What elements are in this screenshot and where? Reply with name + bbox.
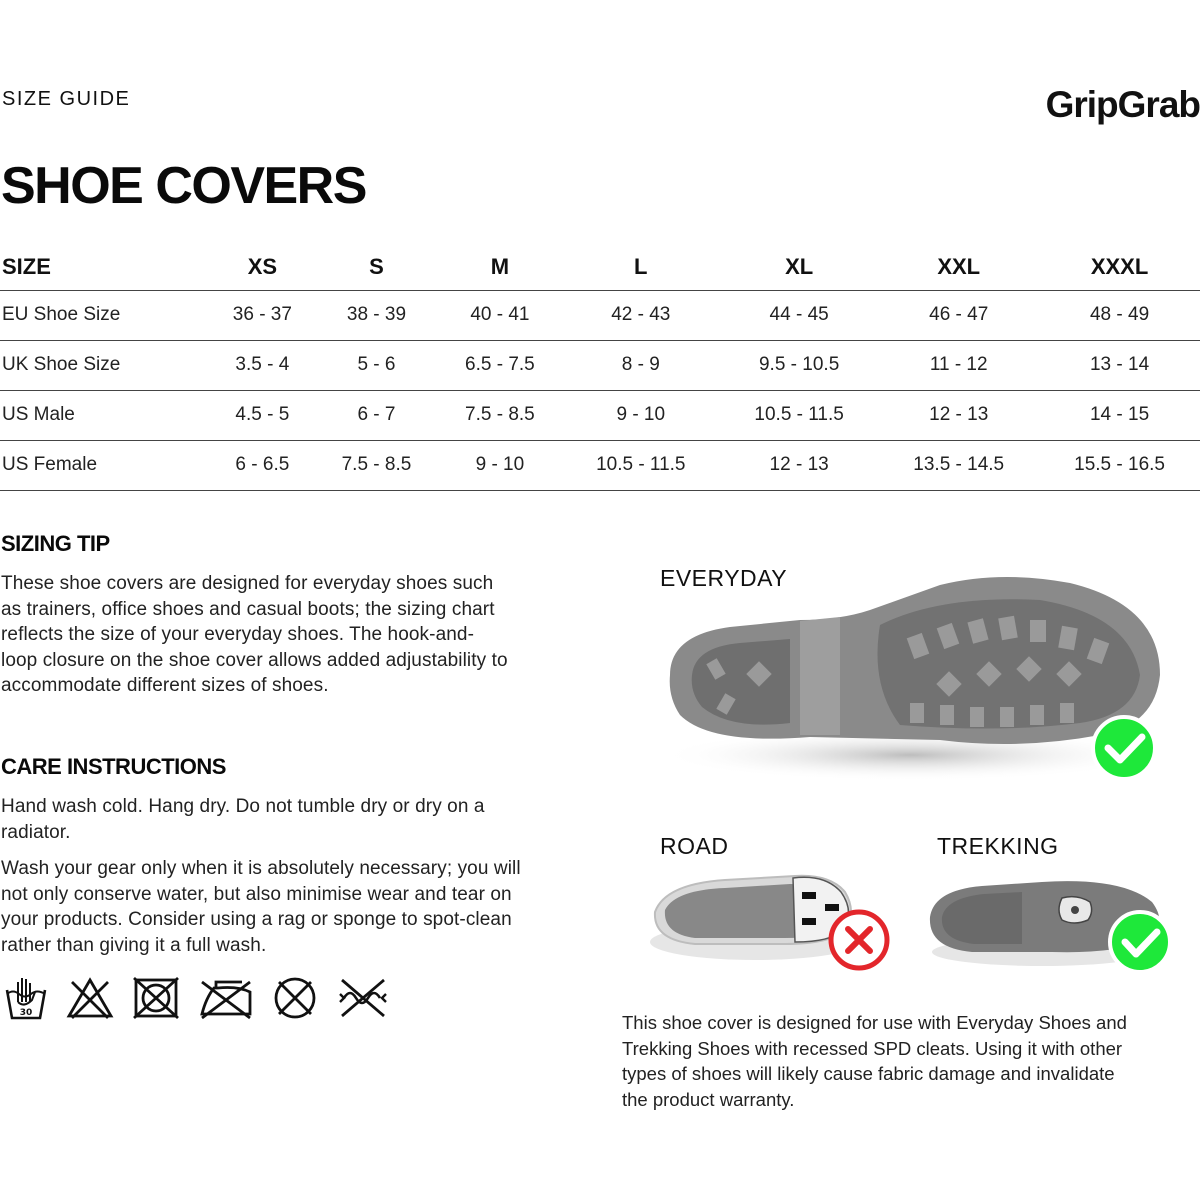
- road-label: ROAD: [660, 833, 729, 859]
- care-paragraph-2: [1, 856, 591, 958]
- text-line: reflects the size of your everyday shoes. The hook-and-: [1, 624, 475, 646]
- sizing-tip-heading: SIZING TIP: [1, 531, 110, 556]
- table-cell: 7.5 - 8.5: [438, 390, 561, 440]
- table-row: [0, 290, 1200, 340]
- table-header-cell: XXL: [878, 244, 1039, 290]
- table-cell: 4.5 - 5: [210, 390, 315, 440]
- text-line: the product warranty.: [622, 1088, 795, 1110]
- do-not-dry-clean-icon: [272, 975, 318, 1021]
- table-cell: 10.5 - 11.5: [562, 440, 720, 490]
- table-header-cell: XL: [720, 244, 878, 290]
- text-line: as trainers, office shoes and casual boots; the sizing chart: [1, 598, 495, 620]
- size-table-header-row: [0, 244, 1200, 290]
- table-cell: 5 - 6: [315, 340, 438, 390]
- table-row: [0, 390, 1200, 440]
- table-cell: US Female: [0, 440, 210, 490]
- text-line: types of shoes will likely cause fabric damage and invalidate: [622, 1063, 1115, 1085]
- care-heading: CARE INSTRUCTIONS: [1, 754, 226, 779]
- sizing-tip-text: [1, 571, 591, 699]
- table-cell: 42 - 43: [562, 290, 720, 340]
- table-cell: 14 - 15: [1039, 390, 1200, 440]
- table-cell: US Male: [0, 390, 210, 440]
- table-cell: 9.5 - 10.5: [720, 340, 878, 390]
- do-not-wring-icon: [336, 976, 390, 1020]
- table-cell: 40 - 41: [438, 290, 561, 340]
- table-header-cell: L: [562, 244, 720, 290]
- do-not-iron-icon: [198, 976, 254, 1020]
- table-cell: 12 - 13: [878, 390, 1039, 440]
- brand-logo: GripGrab: [1045, 84, 1200, 125]
- table-cell: 46 - 47: [878, 290, 1039, 340]
- trekking-shoe-sole-image: [922, 872, 1177, 977]
- table-row: [0, 440, 1200, 490]
- table-cell: 12 - 13: [720, 440, 878, 490]
- table-cell: 6.5 - 7.5: [438, 340, 561, 390]
- everyday-label: EVERYDAY: [660, 565, 788, 591]
- text-line: radiator.: [1, 821, 71, 843]
- compatibility-note: [622, 1010, 1197, 1112]
- text-line: Trekking Shoes with recessed SPD cleats. Using it with other: [622, 1037, 1123, 1059]
- text-line: rather than giving it a full wash.: [1, 934, 267, 956]
- text-line: Wash your gear only when it is absolutely necessary; you will: [1, 858, 521, 879]
- text-line: These shoe covers are designed for everyday shoes such: [1, 573, 494, 594]
- everyday-check-icon: [1093, 717, 1155, 779]
- text-line: Hand wash cold. Hang dry. Do not tumble dry or dry on a: [1, 796, 485, 817]
- text-line: not only conserve water, but also minimise wear and tear on: [1, 883, 512, 905]
- table-cell: 44 - 45: [720, 290, 878, 340]
- table-row: [0, 340, 1200, 390]
- table-header-cell: S: [315, 244, 438, 290]
- table-cell: 6 - 7: [315, 390, 438, 440]
- table-cell: 7.5 - 8.5: [315, 440, 438, 490]
- text-line: This shoe cover is designed for use with Everyday Shoes and: [622, 1012, 1127, 1033]
- wash-temp-label: 30: [19, 1008, 33, 1018]
- table-cell: 8 - 9: [562, 340, 720, 390]
- table-header-cell: M: [438, 244, 561, 290]
- table-cell: 10.5 - 11.5: [720, 390, 878, 440]
- table-cell: 36 - 37: [210, 290, 315, 340]
- table-cell: 38 - 39: [315, 290, 438, 340]
- do-not-tumble-dry-icon: [132, 976, 180, 1020]
- table-cell: 15.5 - 16.5: [1039, 440, 1200, 490]
- trekking-check-icon: [1110, 912, 1170, 972]
- do-not-bleach-icon: [66, 976, 114, 1020]
- table-cell: 9 - 10: [562, 390, 720, 440]
- table-cell: UK Shoe Size: [0, 340, 210, 390]
- table-cell: 13.5 - 14.5: [878, 440, 1039, 490]
- table-header-cell: SIZE: [0, 244, 210, 290]
- hand-wash-30-icon: [4, 972, 48, 1024]
- care-icons-row: [4, 972, 390, 1024]
- table-cell: 13 - 14: [1039, 340, 1200, 390]
- text-line: accommodate different sizes of shoes.: [1, 675, 329, 697]
- size-table: [0, 244, 1200, 491]
- table-cell: EU Shoe Size: [0, 290, 210, 340]
- everyday-shoe-sole-image: [640, 565, 1185, 790]
- table-cell: 11 - 12: [878, 340, 1039, 390]
- road-shoe-sole-image: [645, 862, 900, 977]
- table-header-cell: XXXL: [1039, 244, 1200, 290]
- table-cell: 9 - 10: [438, 440, 561, 490]
- text-line: loop closure on the shoe cover allows added adjustability to: [1, 649, 508, 671]
- table-cell: 6 - 6.5: [210, 440, 315, 490]
- trekking-label: TREKKING: [937, 833, 1059, 859]
- page-title: SHOE COVERS: [1, 157, 366, 215]
- care-paragraph-1: [1, 794, 591, 845]
- text-line: your products. Consider using a rag or sponge to spot-clean: [1, 909, 512, 931]
- table-cell: 3.5 - 4: [210, 340, 315, 390]
- size-guide-label: SIZE GUIDE: [2, 88, 131, 110]
- table-cell: 48 - 49: [1039, 290, 1200, 340]
- table-header-cell: XS: [210, 244, 315, 290]
